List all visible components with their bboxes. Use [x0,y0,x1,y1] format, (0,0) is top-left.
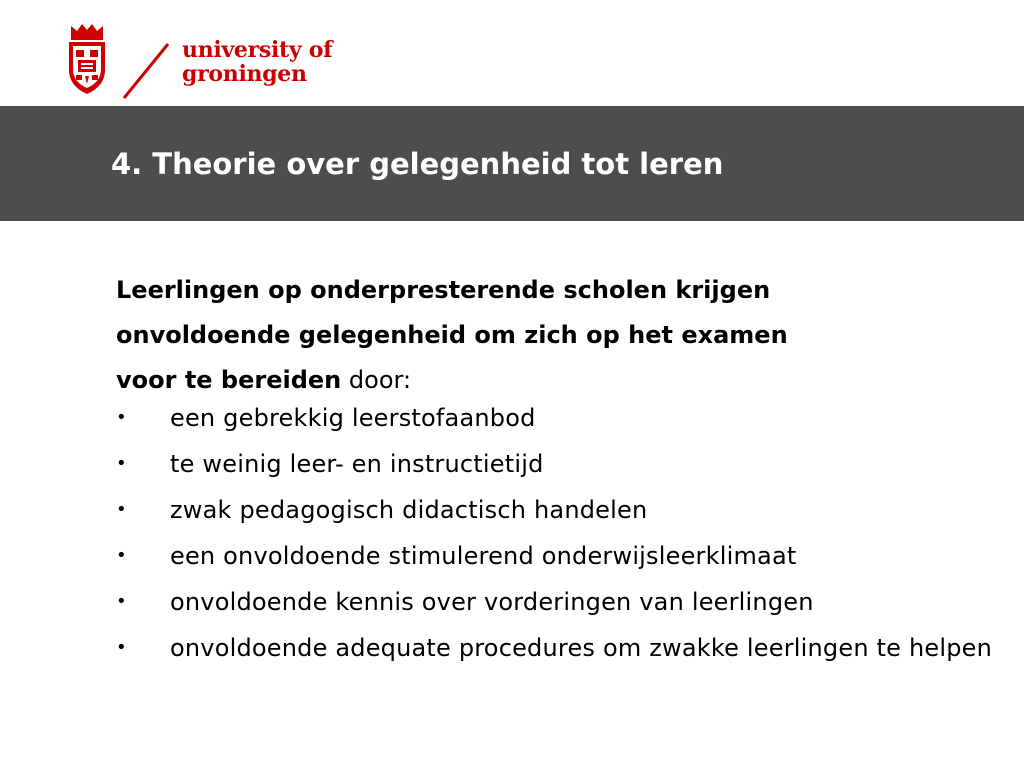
list-item-text: een onvoldoende stimulerend onderwijsleerklimaat [170,542,797,570]
list-item [116,541,1016,571]
university-wordmark [182,38,332,86]
list-item-text: onvoldoende kennis over vorderingen van leerlingen [170,588,814,616]
intro-line-3-bold: voor te bereiden [116,366,342,394]
list-item-text: zwak pedagogisch didactisch handelen [170,496,648,524]
bullet-list [116,403,1016,663]
list-item-text: een gebrekkig leerstofaanbod [170,404,536,432]
intro-line-3-rest: door: [341,366,412,394]
bullet-icon: • [116,637,127,658]
list-item [116,403,1016,433]
wordmark-line-1: university of [182,37,333,63]
brand-slash-icon [120,42,172,100]
slide-content [116,268,1016,679]
bullet-icon: • [116,591,127,612]
logo-area [0,0,1024,106]
list-item [116,587,1016,617]
title-band [0,106,1024,221]
intro-paragraph [116,268,1016,403]
intro-line-2: onvoldoende gelegenheid om zich op het examen [116,321,788,349]
slide-title: 4. Theorie over gelegenheid tot leren [111,147,724,181]
list-item [116,449,1016,479]
wordmark-line-2: groningen [182,61,307,87]
list-item [116,495,1016,525]
bullet-icon: • [116,453,127,474]
list-item-text: onvoldoende adequate procedures om zwakke leerlingen te helpen [170,634,993,662]
bullet-icon: • [116,545,127,566]
list-item [116,633,1016,663]
bullet-icon: • [116,499,127,520]
university-crest-icon [63,22,111,96]
bullet-icon: • [116,407,127,428]
intro-line-1: Leerlingen op onderpresterende scholen krijgen [116,276,771,304]
list-item-text: te weinig leer- en instructietijd [170,450,544,478]
